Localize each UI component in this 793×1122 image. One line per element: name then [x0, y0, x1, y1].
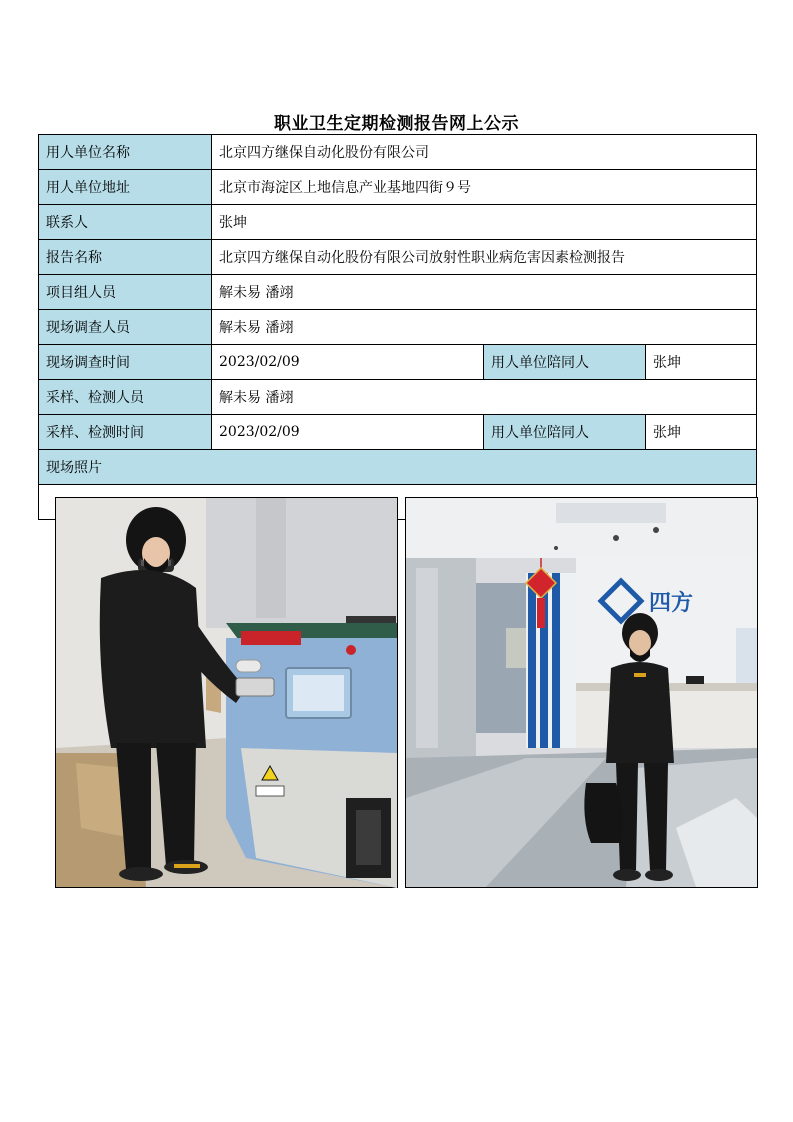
report-name-label: 报告名称 [39, 240, 212, 275]
site-photo-lobby [405, 497, 758, 888]
site-photo-inspection [55, 497, 398, 888]
sampling-escort-value: 张坤 [646, 415, 757, 450]
table-row [39, 240, 757, 275]
report-name-value: 北京四方继保自动化股份有限公司放射性职业病危害因素检测报告 [212, 240, 757, 275]
table-row [39, 450, 757, 485]
table-row [39, 135, 757, 170]
project-members-label: 项目组人员 [39, 275, 212, 310]
survey-escort-value: 张坤 [646, 345, 757, 380]
sampling-staff-value: 解未易 潘翊 [212, 380, 757, 415]
project-members-value: 解未易 潘翊 [212, 275, 757, 310]
survey-time-value: 2023/02/09 [212, 345, 484, 380]
table-row [39, 310, 757, 345]
employer-name-value: 北京四方继保自动化股份有限公司 [212, 135, 757, 170]
employer-address-value: 北京市海淀区上地信息产业基地四街９号 [212, 170, 757, 205]
page-title: 职业卫生定期检测报告网上公示 [274, 114, 519, 134]
survey-staff-value: 解未易 潘翊 [212, 310, 757, 345]
company-logo-text: 四方 [649, 590, 694, 615]
table-row [39, 380, 757, 415]
site-photos-cell [39, 485, 757, 615]
contact-label: 联系人 [39, 205, 212, 240]
sampling-time-value: 2023/02/09 [212, 415, 484, 450]
sampling-staff-label: 采样、检测人员 [39, 380, 212, 415]
table-row [39, 170, 757, 205]
contact-value: 张坤 [212, 205, 757, 240]
sampling-time-label: 采样、检测时间 [39, 415, 212, 450]
employer-address-label: 用人单位地址 [39, 170, 212, 205]
inspection-photo-illustration [56, 498, 397, 887]
table-row [39, 485, 757, 520]
survey-staff-label: 现场调查人员 [39, 310, 212, 345]
table-row [39, 345, 757, 380]
table-row [39, 205, 757, 240]
site-photos-label: 现场照片 [39, 450, 757, 485]
sampling-escort-label: 用人单位陪同人 [484, 415, 646, 450]
lobby-photo-illustration [406, 498, 757, 887]
survey-escort-label: 用人单位陪同人 [484, 345, 646, 380]
table-row [39, 415, 757, 450]
employer-name-label: 用人单位名称 [39, 135, 212, 170]
table-row [39, 275, 757, 310]
survey-time-label: 现场调查时间 [39, 345, 212, 380]
report-info-table [38, 134, 757, 615]
